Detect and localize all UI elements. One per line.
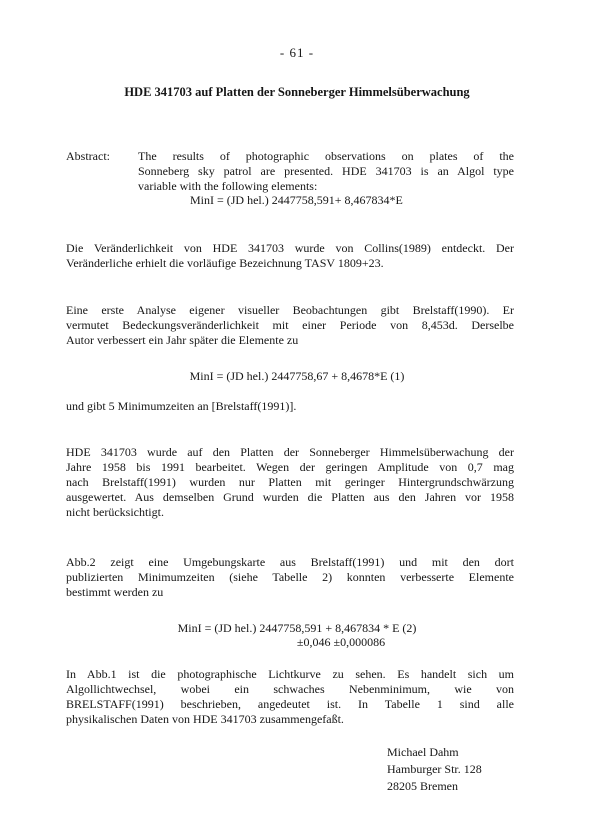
paragraph-line: vermutet Bedeckungsveränderlichkeit mit einer Periode von 8,453d. Derselbe [66,318,514,332]
paragraph-line: Jahre 1958 bis 1991 bearbeitet. Wegen der geringen Amplitude von 0,7 mag [66,460,514,474]
paragraph-line: bestimmt werden zu [66,585,164,599]
paragraph-line: HDE 341703 wurde auf den Platten der Sonneberger Himmelsüberwachung der [66,445,514,459]
abstract-line: variable with the following elements: [138,179,318,193]
paragraph-line: In Abb.1 ist die photographische Lichtkurve zu sehen. Es handelt sich um [66,667,514,681]
paragraph-line: Autor verbessert ein Jahr später die Elemente zu [66,333,299,347]
paragraph-line: Eine erste Analyse eigener visueller Beobachtungen gibt Brelstaff(1990). Er [66,303,514,317]
paragraph-line: BRELSTAFF(1991) beschrieben, angedeutet ist. In Tabelle 1 sind alle [66,697,514,711]
formula-2-errors: ±0,046 ±0,000086 [296,635,386,649]
abstract-formula: MinI = (JD hel.) 2447758,591+ 8,467834*E [190,193,403,207]
paragraph-line: Veränderliche erhielt die vorläufige Bezeichnung TASV 1809+23. [66,256,384,270]
paragraph-line: nicht berücksichtigt. [66,505,164,519]
paragraph-line: Abb.2 zeigt eine Umgebungskarte aus Brelstaff(1991) und mit den dort [66,555,514,569]
abstract-line: Sonneberg sky patrol are presented. HDE 341703 is an Algol type [138,164,514,178]
paragraph-line: physikalischen Daten von HDE 341703 zusammengefaßt. [66,712,344,726]
signature-street: Hamburger Str. 128 [387,762,482,776]
abstract-line: The results of photographic observations on plates of the [138,149,514,163]
paragraph-line: Die Veränderlichkeit von HDE 341703 wurde von Collins(1989) entdeckt. Der [66,241,514,255]
paragraph-line: publizierten Minimumzeiten (siehe Tabelle 2) konnten verbesserte Elemente [66,570,514,584]
paragraph-line: nach Brelstaff(1991) wurden nur Platten mit geringer Hintergrundschwärzung [66,475,514,489]
abstract-label: Abstract: [66,149,110,163]
signature-city: 28205 Bremen [387,779,458,793]
signature-name: Michael Dahm [387,745,459,759]
paragraph-line: ausgewertet. Aus demselben Grund wurden die Platten aus den Jahren vor 1958 [66,490,514,504]
formula-1: MinI = (JD hel.) 2447758,67 + 8,4678*E (1) [189,369,405,383]
paragraph-line: Algollichtwechsel, wobei ein schwaches Nebenminimum, wie von [66,682,514,696]
page-title: HDE 341703 auf Platten der Sonneberger Himmelsüberwachung [124,85,470,99]
formula-2: MinI = (JD hel.) 2447758,591 + 8,467834 * E (2) [177,621,417,635]
page-number: - 61 - [279,45,315,60]
paragraph-line: und gibt 5 Minimumzeiten an [Brelstaff(1991)]. [66,399,297,413]
